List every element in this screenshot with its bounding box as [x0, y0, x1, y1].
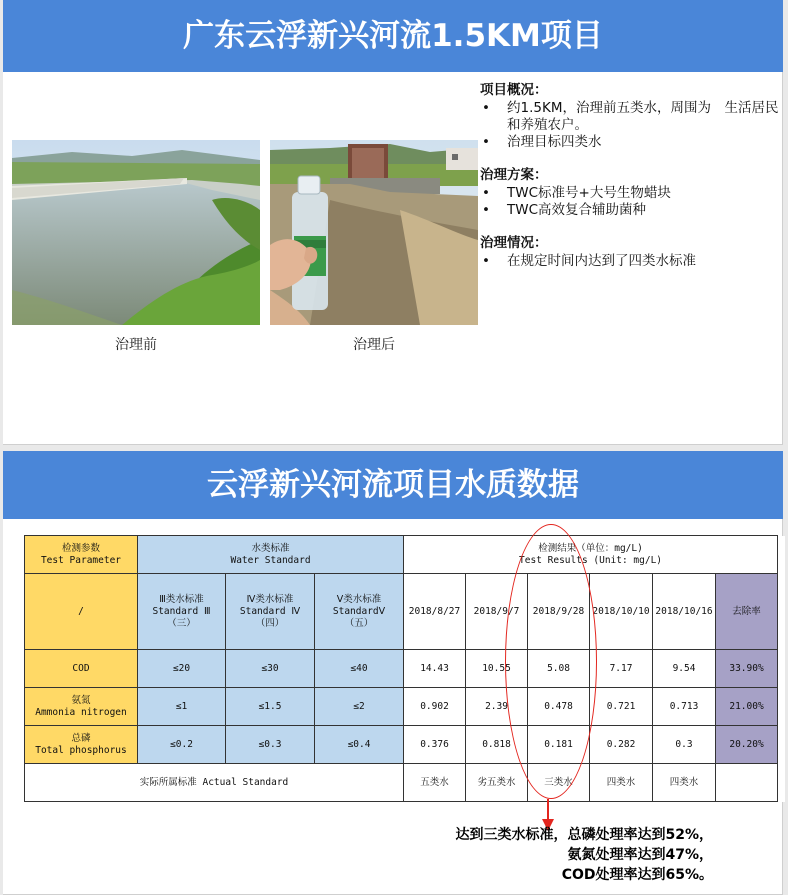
plan-title: 治理方案： [480, 167, 548, 183]
row-value: 0.478 [528, 688, 590, 726]
highlight-ellipse [505, 524, 597, 799]
actual-standard-label: 实际所属标准 Actual Standard [25, 764, 404, 802]
standard-iii: Ⅲ类水标准 Standard Ⅲ （三） [138, 574, 226, 650]
results-header: 检测结果（单位：mg/L) Test Results (Unit: mg/L) [404, 536, 778, 574]
overview-item: • 治理目标四类水 [480, 134, 782, 151]
actual-value: 四类水 [590, 764, 653, 802]
table-header-row [25, 536, 785, 574]
row-value: 9.54 [653, 650, 716, 688]
standard-iv: Ⅳ类水标准 Standard Ⅳ （四） [226, 574, 315, 650]
plan-item: • TWC标准号+大号生物蜡块 [480, 185, 782, 202]
standard-v: Ⅴ类水标准 StandardⅤ （五） [315, 574, 404, 650]
standard-header: 水类标准 Water Standard [138, 536, 404, 574]
row-value: 0.282 [590, 726, 653, 764]
before-photo [12, 140, 260, 325]
row-std: ≤0.2 [138, 726, 226, 764]
row-removal: 33.90% [716, 650, 778, 688]
actual-standard-row [25, 764, 785, 802]
actual-value: 三类水 [528, 764, 590, 802]
after-caption: 治理后 [353, 337, 395, 353]
row-value: 14.43 [404, 650, 466, 688]
row-std: ≤30 [226, 650, 315, 688]
param-slash: / [25, 574, 138, 650]
removal-header: 去除率 [716, 574, 778, 650]
row-value: 0.818 [466, 726, 528, 764]
row-param: COD [25, 650, 138, 688]
row-value: 7.17 [590, 650, 653, 688]
project-slide [3, 0, 783, 445]
row-value: 0.713 [653, 688, 716, 726]
actual-value: 五类水 [404, 764, 466, 802]
row-value: 5.08 [528, 650, 590, 688]
water-quality-table [24, 535, 785, 802]
row-param: 氨氮 Ammonia nitrogen [25, 688, 138, 726]
table-row [25, 650, 785, 688]
date-header: 2018/9/7 [466, 574, 528, 650]
row-value: 0.902 [404, 688, 466, 726]
row-std: ≤20 [138, 650, 226, 688]
water-quality-slide [3, 451, 783, 895]
row-value: 0.181 [528, 726, 590, 764]
after-photo [270, 140, 478, 325]
row-value: 0.721 [590, 688, 653, 726]
status-item: • 在规定时间内达到了四类水标准 [480, 253, 782, 270]
row-value: 0.376 [404, 726, 466, 764]
actual-value: 四类水 [653, 764, 716, 802]
status-title: 治理情况： [480, 235, 548, 251]
param-header: 检测参数 Test Parameter [25, 536, 138, 574]
row-value: 2.39 [466, 688, 528, 726]
row-std: ≤1 [138, 688, 226, 726]
row-removal: 20.20% [716, 726, 778, 764]
table-row [25, 688, 785, 726]
conclusion-text [363, 825, 713, 885]
water-quality-title: 云浮新兴河流项目水质数据 [3, 451, 783, 519]
row-removal: 21.00% [716, 688, 778, 726]
date-header: 2018/10/16 [653, 574, 716, 650]
plan-item: • TWC高效复合辅助菌种 [480, 202, 782, 219]
overview-title: 项目概况： [480, 82, 548, 98]
table-row [25, 726, 785, 764]
project-title: 广东云浮新兴河流1.5KM项目 [3, 0, 783, 72]
overview-item: • 约1.5KM，治理前五类水，周围为 生活居民和养殖农户。 [480, 100, 782, 134]
date-header: 2018/9/28 [528, 574, 590, 650]
row-std: ≤1.5 [226, 688, 315, 726]
row-std: ≤0.4 [315, 726, 404, 764]
date-header: 2018/8/27 [404, 574, 466, 650]
row-std: ≤40 [315, 650, 404, 688]
overview-section [480, 82, 782, 151]
conclusion-line: 氨氮处理率达到47%， [567, 847, 713, 863]
row-std: ≤0.3 [226, 726, 315, 764]
row-std: ≤2 [315, 688, 404, 726]
table-subheader-row [25, 574, 785, 650]
date-header: 2018/10/10 [590, 574, 653, 650]
plan-section [480, 167, 782, 219]
row-value: 10.55 [466, 650, 528, 688]
actual-value: 劣五类水 [466, 764, 528, 802]
conclusion-line: 达到三类水标准，总磷处理率达到52%， [455, 827, 713, 843]
project-info [480, 82, 782, 286]
row-value: 0.3 [653, 726, 716, 764]
row-param: 总磷 Total phosphorus [25, 726, 138, 764]
status-section [480, 235, 782, 270]
before-caption: 治理前 [115, 337, 157, 353]
conclusion-line: COD处理率达到65%。 [561, 867, 713, 883]
